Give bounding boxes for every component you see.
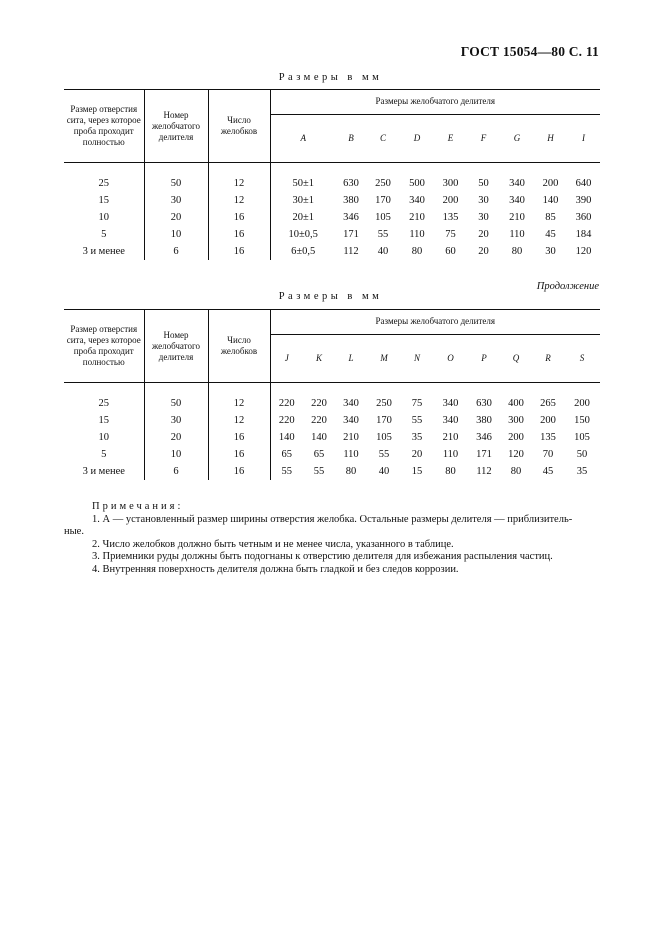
note-1-continued: ные.	[64, 526, 84, 537]
table-cell: 220	[270, 412, 303, 429]
table-row	[64, 163, 600, 193]
table-cell: 12	[208, 383, 270, 413]
table-cell: 40	[378, 466, 390, 477]
letter-header: E	[434, 114, 467, 162]
table-cell: 140	[311, 432, 327, 443]
table-cell: 200	[540, 415, 556, 426]
table-cell: 55	[270, 463, 303, 480]
letter-header: A	[270, 114, 336, 162]
table-cell: 30	[478, 195, 489, 206]
table-cell: 50	[144, 383, 208, 413]
table-cell: 25	[64, 383, 144, 413]
table-cell: 12	[208, 192, 270, 209]
col-header-divider-number: Номер желобчатого делителя	[144, 310, 208, 383]
table-cell: 171	[476, 449, 492, 460]
table-cell: 300	[442, 178, 459, 189]
table-cell: 170	[375, 195, 391, 206]
table-cell: 20	[478, 229, 489, 240]
table-cell: 135	[540, 432, 556, 443]
letter-header: R	[532, 334, 564, 382]
page-header: ГОСТ 15054—80 С. 11	[460, 44, 599, 59]
table-cell: 55	[378, 449, 390, 460]
table-cell: 400	[508, 398, 524, 409]
table-cell: 200	[442, 195, 459, 206]
table-cell: 6	[144, 463, 208, 480]
col-header-grooves: Число желобков	[208, 90, 270, 163]
notes	[64, 501, 602, 576]
table-cell: 65	[313, 449, 325, 460]
table-cell: 50	[478, 178, 489, 189]
letter-header: N	[401, 334, 433, 382]
table-cell: 20	[411, 449, 423, 460]
notes-title: Примечания:	[92, 501, 184, 512]
table-cell: 10	[64, 429, 144, 446]
table-cell: 120	[575, 246, 592, 257]
table-row	[64, 383, 600, 413]
col-header-sieve: Размер отверстия сита, через которое проба проходит полностью	[64, 90, 144, 163]
table-cell: 12	[208, 163, 270, 193]
table-cell: 120	[508, 449, 524, 460]
table-row	[64, 429, 600, 446]
table-cell: 210	[509, 212, 525, 223]
table-cell: 640	[575, 178, 592, 189]
table-cell: 346	[343, 212, 359, 223]
table-cell: 380	[476, 415, 492, 426]
table-cell: 30	[478, 212, 489, 223]
table-cell: 80	[345, 466, 357, 477]
table-cell: 20±1	[270, 209, 336, 226]
table-cell: 265	[540, 398, 556, 409]
table-cell: 25	[64, 163, 144, 193]
table-cell: 112	[343, 246, 359, 257]
table-cell: 10	[144, 226, 208, 243]
table-cell: 110	[343, 449, 359, 460]
dimensions-table-2	[64, 309, 600, 480]
table-cell: 112	[476, 466, 492, 477]
letter-header: D	[400, 114, 434, 162]
table-cell: 30	[545, 246, 556, 257]
letter-header: B	[336, 114, 366, 162]
table-cell: 300	[508, 415, 524, 426]
table-cell: 135	[442, 212, 459, 223]
table-cell: 340	[442, 415, 459, 426]
table-cell: 10	[64, 209, 144, 226]
note-2: 2. Число желобков должно быть четным и не менее числа, указанного в таблице.	[92, 538, 454, 550]
table-cell: 184	[575, 229, 592, 240]
table-cell: 220	[270, 383, 303, 413]
table-cell: 16	[208, 226, 270, 243]
table-cell: 15	[64, 192, 144, 209]
table-cell: 50	[144, 163, 208, 193]
table-cell: 250	[375, 178, 391, 189]
table-cell: 500	[409, 178, 425, 189]
table-cell: 65	[270, 446, 303, 463]
table-cell: 360	[575, 212, 592, 223]
letter-header: K	[303, 334, 335, 382]
note-4: 4. Внутренняя поверхность делителя должна быть гладкой и без следов коррозии.	[92, 563, 459, 575]
table-row	[64, 226, 600, 243]
table-cell: 50±1	[270, 163, 336, 193]
table-cell: 105	[574, 432, 590, 443]
table-cell: 105	[376, 432, 392, 443]
table-cell: 55	[377, 229, 389, 240]
table-cell: 210	[442, 432, 459, 443]
note-1: 1. А — установленный размер ширины отверстия желобка. Остальные размеры делителя — приблизитель-	[92, 513, 573, 525]
table-row	[64, 209, 600, 226]
continuation-label: Продолжение	[536, 281, 599, 292]
table-cell: 630	[476, 398, 492, 409]
table-cell: 630	[343, 178, 359, 189]
table-cell: 200	[574, 398, 590, 409]
table-cell: 16	[208, 463, 270, 480]
table1-caption: Размеры в мм	[278, 72, 383, 83]
table-cell: 346	[476, 432, 492, 443]
table-cell: 5	[64, 446, 144, 463]
table-cell: 250	[376, 398, 392, 409]
table-cell: 30±1	[270, 192, 336, 209]
table-cell: 220	[311, 398, 327, 409]
table-cell: 150	[574, 415, 590, 426]
table-cell: 340	[409, 195, 425, 206]
table-cell: 340	[509, 178, 525, 189]
table-cell: 340	[442, 398, 459, 409]
table-cell: 3 и менее	[64, 243, 144, 260]
table-cell: 16	[208, 243, 270, 260]
table-cell: 20	[144, 209, 208, 226]
table-cell: 15	[411, 466, 423, 477]
letter-header: O	[433, 334, 468, 382]
table-row	[64, 192, 600, 209]
table-cell: 3 и менее	[64, 463, 144, 480]
table-cell: 10	[144, 446, 208, 463]
table-cell: 20	[144, 429, 208, 446]
table-cell: 200	[542, 178, 559, 189]
letter-header: S	[564, 334, 600, 382]
table-cell: 55	[411, 415, 423, 426]
table-cell: 30	[144, 412, 208, 429]
table-cell: 110	[442, 449, 459, 460]
dimensions-table-1	[64, 89, 600, 260]
col-header-sieve: Размер отверстия сита, через которое проба проходит полностью	[64, 310, 144, 383]
table-cell: 5	[64, 226, 144, 243]
table-row	[64, 446, 600, 463]
table-cell: 220	[311, 415, 327, 426]
letter-header: Q	[500, 334, 532, 382]
letter-header: I	[567, 114, 600, 162]
table-cell: 80	[510, 466, 522, 477]
letter-header: J	[270, 334, 303, 382]
letter-header: G	[500, 114, 534, 162]
table-cell: 10±0,5	[270, 226, 336, 243]
table-cell: 380	[343, 195, 359, 206]
table-cell: 16	[208, 209, 270, 226]
table-cell: 75	[445, 229, 456, 240]
table-cell: 6	[144, 243, 208, 260]
table-cell: 20	[478, 246, 489, 257]
table-cell: 170	[376, 415, 392, 426]
table-cell: 140	[270, 429, 303, 446]
letter-header: P	[468, 334, 500, 382]
table-cell: 45	[545, 229, 556, 240]
table-cell: 75	[411, 398, 423, 409]
group-header: Размеры желобчатого делителя	[270, 90, 600, 115]
table-cell: 16	[208, 429, 270, 446]
letter-header: M	[367, 334, 401, 382]
table-cell: 85	[545, 212, 556, 223]
table-row	[64, 412, 600, 429]
table-cell: 35	[411, 432, 423, 443]
table-cell: 12	[208, 412, 270, 429]
table-cell: 35	[576, 466, 588, 477]
table-cell: 16	[208, 446, 270, 463]
table-cell: 80	[445, 466, 456, 477]
table-cell: 110	[509, 229, 525, 240]
table-cell: 40	[377, 246, 389, 257]
table-cell: 55	[313, 466, 325, 477]
table-cell: 210	[343, 432, 359, 443]
table-cell: 105	[375, 212, 391, 223]
table-cell: 110	[409, 229, 425, 240]
col-header-grooves: Число желобков	[208, 310, 270, 383]
note-3: 3. Приемники руды должны быть подогнаны к отверстию делителя для избежания распыления частиц.	[92, 551, 553, 562]
table-cell: 60	[445, 246, 456, 257]
table-cell: 80	[511, 246, 523, 257]
table2-caption: Размеры в мм	[278, 291, 383, 302]
table-cell: 340	[343, 415, 359, 426]
table-cell: 340	[343, 398, 359, 409]
table-cell: 50	[576, 449, 588, 460]
table-cell: 140	[542, 195, 559, 206]
table-cell: 200	[508, 432, 524, 443]
letter-header: F	[467, 114, 500, 162]
table-cell: 6±0,5	[270, 243, 336, 260]
letter-header: C	[366, 114, 400, 162]
table-cell: 390	[575, 195, 592, 206]
table-cell: 340	[509, 195, 525, 206]
table-cell: 45	[542, 466, 554, 477]
table-cell: 70	[542, 449, 554, 460]
table-cell: 30	[144, 192, 208, 209]
col-header-divider-number: Номер желобчатого делителя	[144, 90, 208, 163]
letter-header: H	[534, 114, 567, 162]
letter-header: L	[335, 334, 367, 382]
table-cell: 15	[64, 412, 144, 429]
table-cell: 210	[409, 212, 425, 223]
table-cell: 171	[343, 229, 359, 240]
table-row	[64, 463, 600, 480]
group-header: Размеры желобчатого делителя	[270, 310, 600, 335]
table-cell: 80	[411, 246, 423, 257]
table-row	[64, 243, 600, 260]
